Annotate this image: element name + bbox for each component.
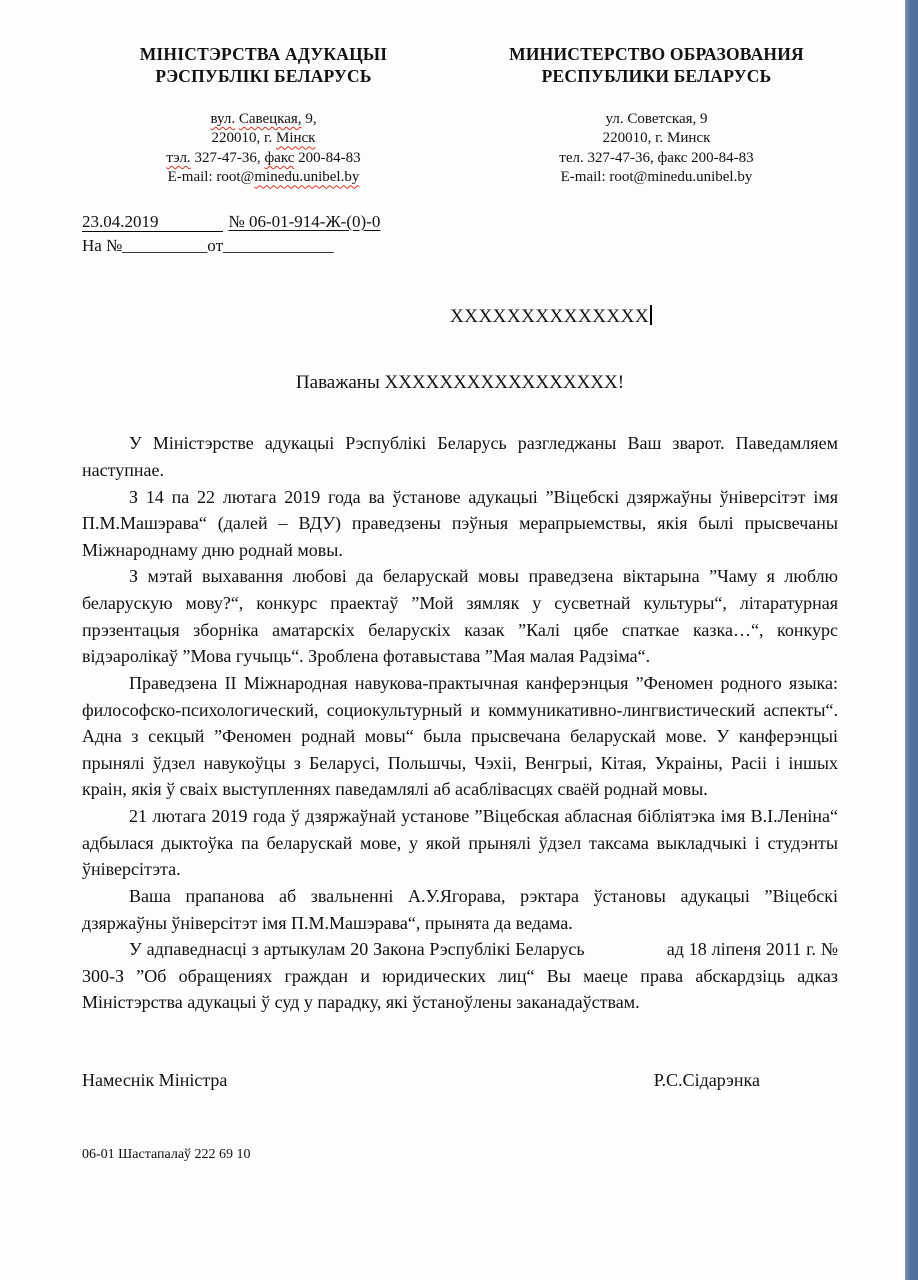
reply-reference-line[interactable]: На №__________от_____________	[82, 235, 334, 255]
letterhead	[82, 44, 838, 188]
misspelled-word: Мінск	[275, 130, 316, 147]
body-paragraph[interactable]: З 14 па 22 лютага 2019 года ва ўстанове адукацыі ”Віцебскі дзяржаўны ўніверсітэт імя П.М.Машэрава“ (далей – ВДУ) праведзены пэўныя мерапрыемствы, якія былі прысвечаны Міжнароднаму дню роднай мовы.	[82, 486, 838, 560]
address-line	[475, 129, 838, 149]
body-paragraph[interactable]: Ваша прапанова аб звальненні А.У.Ягорава, рэктара ўстановы адукацыі ”Віцебскі дзяржаўны ўніверсітэт імя П.М.Машэрава“, прынята да ведама.	[82, 885, 838, 933]
address-text: тел. 327-47-36, факс 200-84-83	[559, 149, 754, 166]
address-line	[82, 129, 445, 149]
address-line	[475, 168, 838, 188]
address-text: 220010, г.	[211, 130, 276, 147]
address-line	[82, 168, 445, 188]
body-paragraph[interactable]: З мэтай выхавання любові да беларускай мовы праведзена віктарына ”Чаму я люблю беларускую мову?“, конкурс праектаў ”Мой зямляк у сусветнай культуры“, літаратурная прэзентацыя зборніка аматарскіх беларускіх казак ”Калі цябе спаткае казка…“, конкурс відэаролікаў ”Мова гучыць“. Зроблена фотавыстава ”Мая малая Радзіма“.	[82, 566, 838, 667]
body-paragraph[interactable]: Праведзена II Міжнародная навукова-практычная канферэнцыя ”Феномен родного языка: философско-психологический, социокультурный и коммуникативно-лингвистический аспекты“. Адна з секцый ”Феномен роднай мовы“ была прысвечана беларускай мове. У канферэнцыі прынялі ўдзел навукоўцы з Беларусі, Польшчы, Чэхіі, Венгрыі, Кітая, Украіны, Расіі і іншых краін, якія ў сваіх выступленнях паведамлялі аб асаблівасцях сваёй роднай мовы.	[82, 672, 838, 800]
signature-block	[82, 1070, 838, 1091]
address-line	[82, 149, 445, 169]
org-address-russian	[475, 110, 838, 188]
misspelled-word: вул.	[210, 110, 236, 127]
text-cursor	[650, 305, 652, 325]
page-edge-band	[905, 0, 918, 1280]
org-title-line: МИНИСТЕРСТВО ОБРАЗОВАНИЯ	[509, 44, 804, 64]
org-address-belarusian	[82, 110, 445, 188]
salutation[interactable]: Паважаны ХХХХХХХХХХХХХХХХХ!	[295, 372, 625, 394]
reference-block[interactable]	[82, 210, 838, 258]
org-title-russian	[475, 44, 838, 88]
address-text: 327-47-36,	[190, 149, 265, 166]
letter-date[interactable]: 23.04.2019	[82, 212, 223, 232]
address-text: 220010, г. Минск	[602, 130, 711, 147]
misspelled-word: minedu.unibel.by	[254, 169, 360, 186]
misspelled-word: Савецкая,	[238, 110, 302, 127]
address-line	[475, 149, 838, 169]
address-line	[475, 110, 838, 130]
letterhead-belarusian	[82, 44, 445, 188]
address-text: E-mail: root@	[167, 169, 255, 186]
recipient-placeholder[interactable]: ХХХХХХХХХХХХХХ	[450, 306, 650, 328]
signature-name: Р.С.Сідарэнка	[653, 1070, 760, 1091]
recipient-line[interactable]	[82, 305, 838, 328]
body-paragraph[interactable]: 21 лютага 2019 года ў дзяржаўнай установе ”Віцебская абласная бібліятэка імя В.І.Леніна“ адбылася дыктоўка па беларускай мове, у якой прынялі ўдзел таксама выкладчыкі і студэнты ўніверсітэта.	[82, 806, 838, 880]
address-text: E-mail: root@minedu.unibel.by	[560, 169, 753, 186]
letterhead-russian	[475, 44, 838, 188]
address-text: 9,	[301, 110, 317, 127]
body-paragraph[interactable]: У Міністэрстве адукацыі Рэспублікі Беларусь разгледжаны Ваш зварот. Паведамляем наступнае.	[82, 433, 838, 480]
body-paragraph[interactable]: У адпаведнасці з артыкулам 20 Закона Рэспублікі Беларусь ад 18 ліпеня 2011 г. № 300-З ”Об обращениях граждан и юридических лиц“ Вы маеце права абскардзіць адказ Міністэрства адукацыі ў суд у парадку, які ўстаноўлены заканадаўствам.	[82, 939, 838, 1013]
address-line	[82, 110, 445, 130]
signature-position: Намеснік Міністра	[82, 1070, 228, 1091]
misspelled-word: факс	[264, 149, 295, 166]
outgoing-reference-line[interactable]	[82, 210, 838, 234]
org-title-belarusian	[82, 44, 445, 88]
org-title-line: МІНІСТЭРСТВА АДУКАЦЫІ	[139, 44, 388, 64]
letter-body[interactable]	[82, 430, 838, 1016]
footer-reference: 06-01 Шастапалаў 222 69 10	[82, 1147, 251, 1163]
address-text: 200-84-83	[294, 149, 361, 166]
address-text: ул. Советская, 9	[605, 110, 708, 127]
org-title-line: РЕСПУБЛИКИ БЕЛАРУСЬ	[541, 65, 772, 86]
misspelled-word: тэл.	[166, 149, 191, 166]
org-title-line: РЭСПУБЛІКІ БЕЛАРУСЬ	[155, 65, 372, 86]
letter-number[interactable]: № 06-01-914-Ж-(0)-0	[228, 211, 381, 231]
